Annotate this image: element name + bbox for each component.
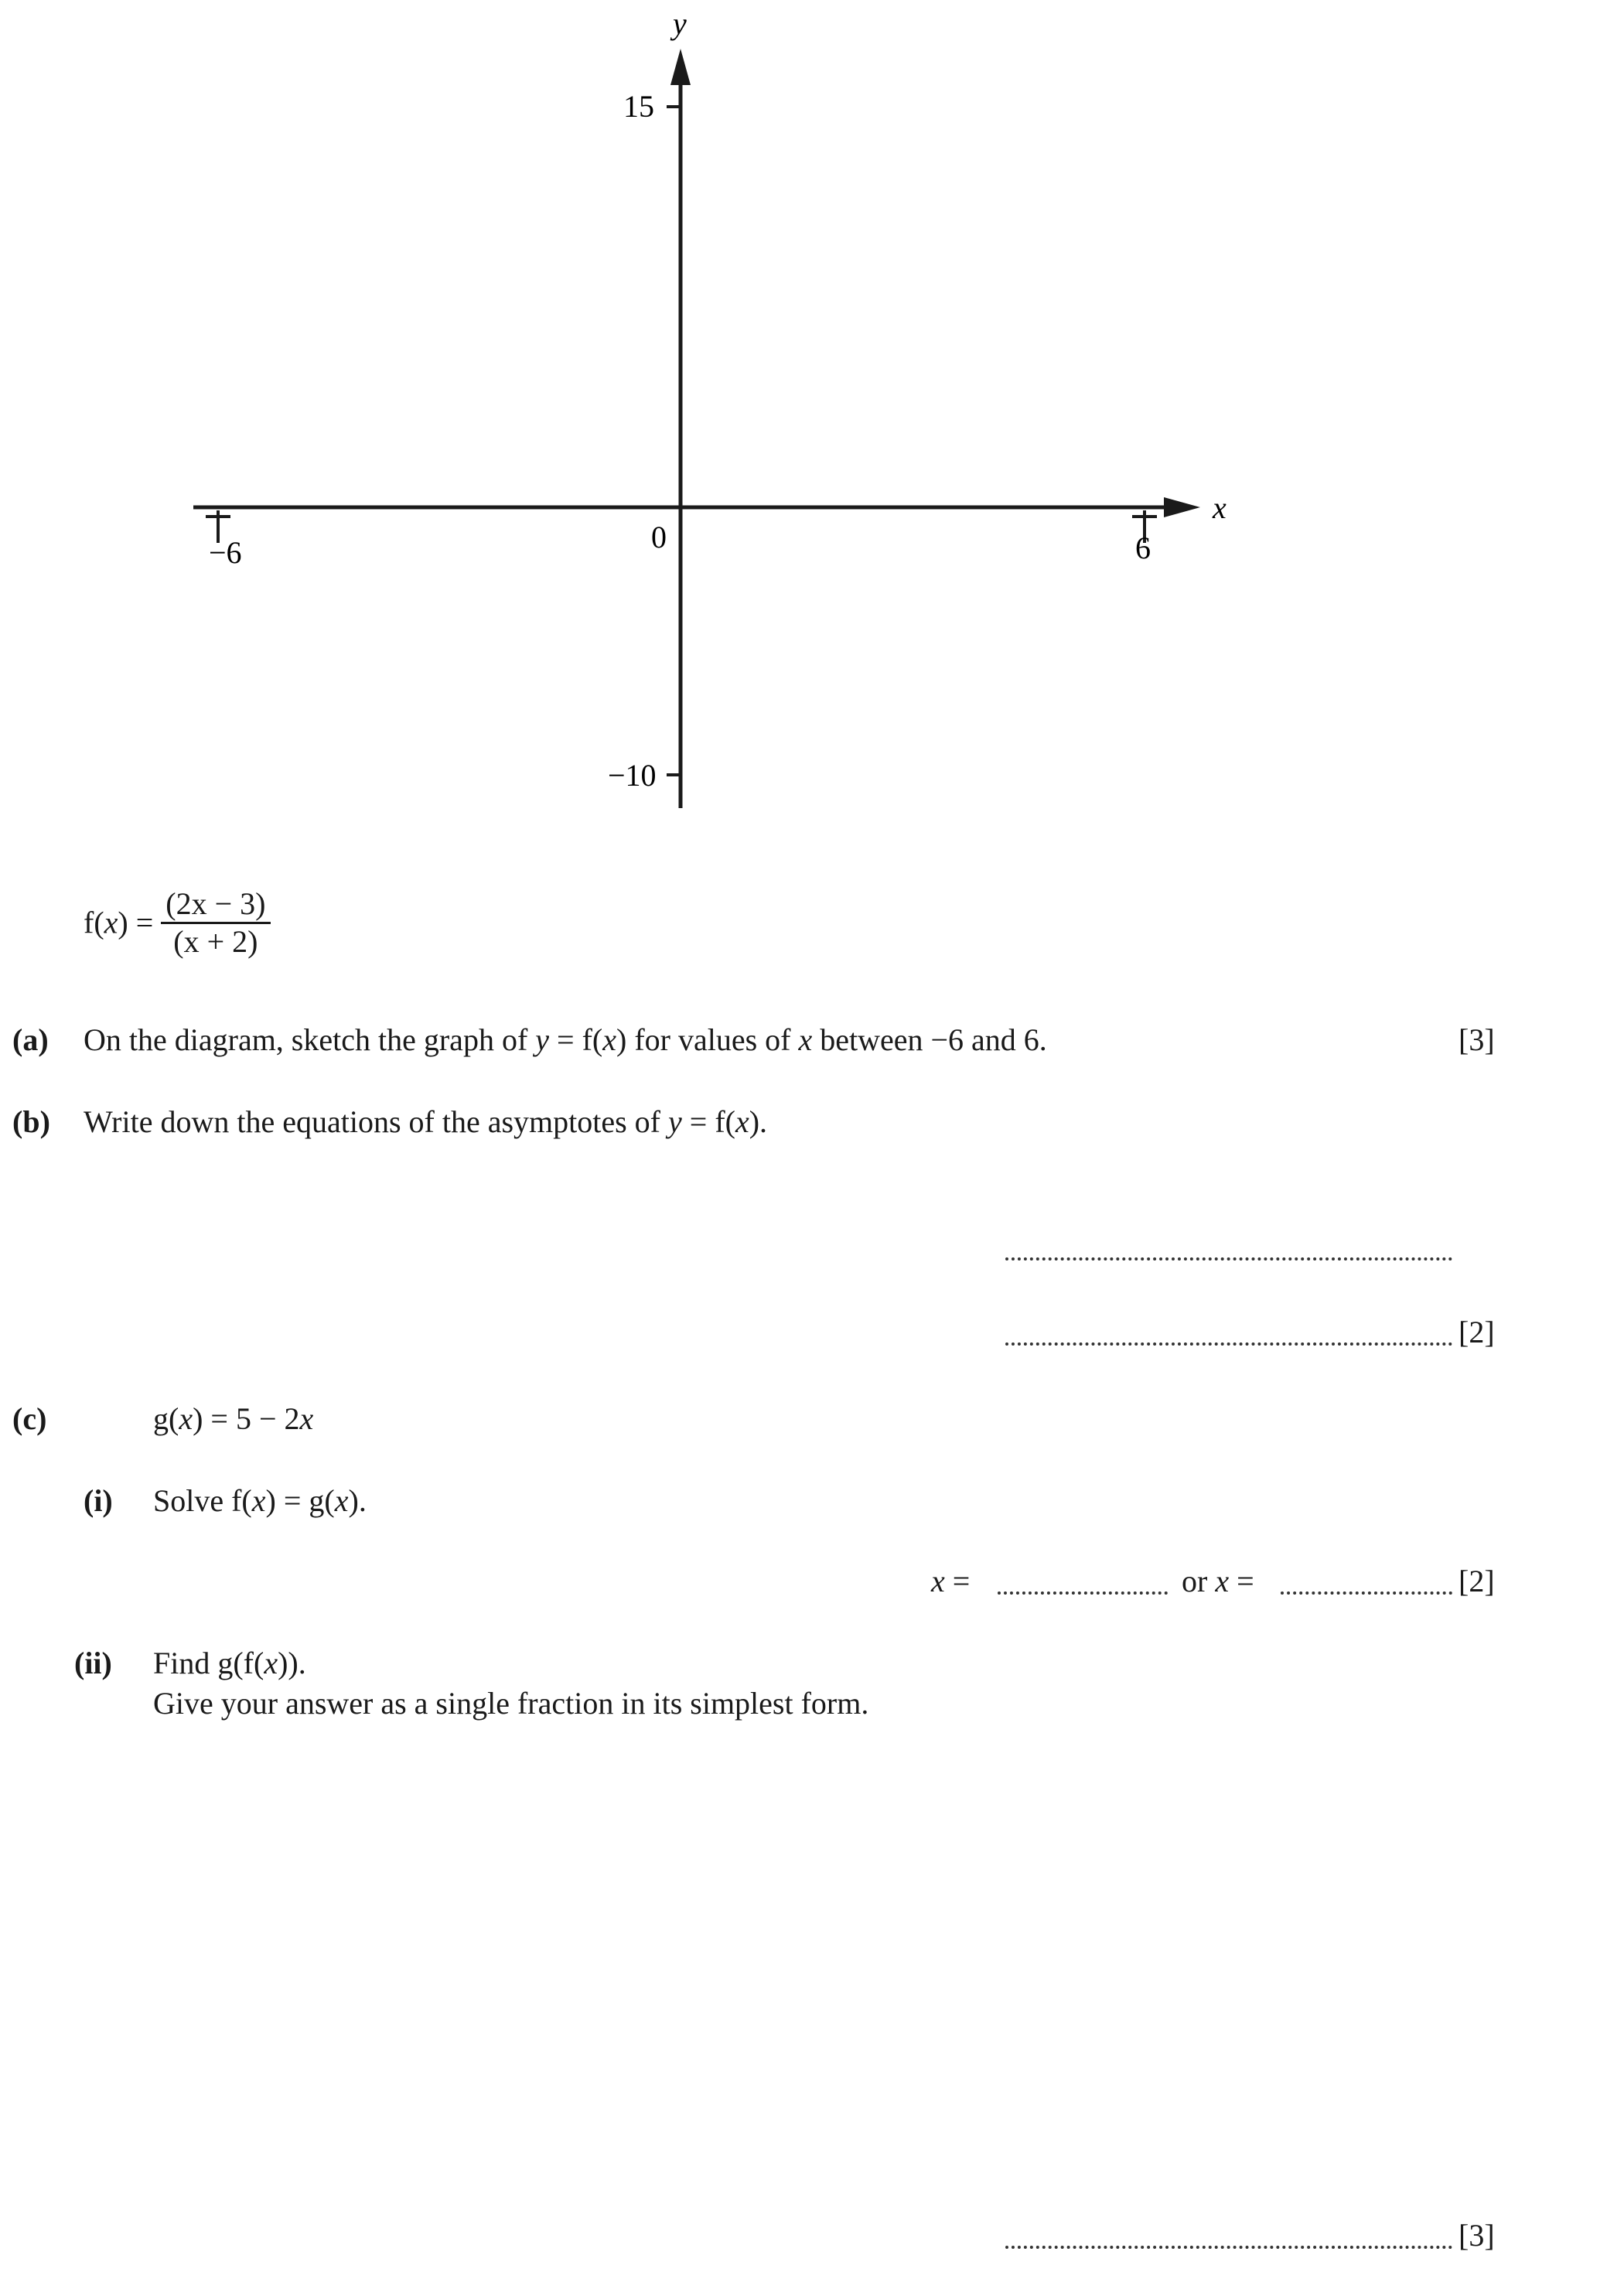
c-i-answer-x2: x: [1215, 1564, 1230, 1598]
c-i-text-1: Solve f(: [153, 1483, 252, 1518]
f-denominator: (x + 2): [173, 924, 258, 959]
part-c-ii-marks: [3]: [1459, 2218, 1495, 2253]
part-b-text-1: Write down the equations of the asymptotes of: [84, 1104, 668, 1139]
part-a-label: (a): [12, 1022, 49, 1057]
c-i-text-3: ).: [348, 1483, 367, 1518]
g-def-x: x: [179, 1401, 193, 1436]
part-c-i-answer-line-1[interactable]: [998, 1591, 1168, 1595]
part-b-label: (b): [12, 1104, 50, 1139]
c-i-text-2: ) = g(: [265, 1483, 335, 1518]
part-b-answer-line-2[interactable]: [1005, 1342, 1452, 1346]
part-b-text-2: = f(: [681, 1104, 735, 1139]
part-b-answer-line-1[interactable]: [1005, 1257, 1452, 1261]
f-lhs-close: ) =: [118, 905, 154, 940]
g-def-2: ) = 5 − 2: [193, 1401, 300, 1436]
c-i-answer-x: x: [931, 1564, 945, 1598]
part-a-marks: [3]: [1459, 1022, 1495, 1057]
y-tick-label-min: −10: [608, 758, 657, 793]
g-def-x2: x: [299, 1401, 314, 1436]
part-b-text-3: ).: [749, 1104, 768, 1139]
part-a-x2: x: [798, 1022, 813, 1057]
part-c-i-marks: [2]: [1459, 1564, 1495, 1598]
part-a-y: y: [535, 1022, 550, 1057]
f-lhs: f(: [84, 905, 104, 940]
x-axis-arrow: [1164, 497, 1200, 517]
f-lhs-var: x: [104, 905, 118, 940]
part-c-i-answer-or-label: [1182, 1564, 1254, 1599]
part-c-ii-question-line-2: Give your answer as a single fraction in its simplest form.: [153, 1686, 869, 1721]
c-i-x: x: [251, 1483, 266, 1518]
part-c-ii-answer-line[interactable]: [1005, 2246, 1452, 2249]
part-a-text-1: On the diagram, sketch the graph of: [84, 1022, 536, 1057]
x-axis-label: x: [1213, 490, 1227, 525]
y-tick-label-max: 15: [623, 89, 654, 124]
part-a-text-4: between −6 and 6.: [812, 1022, 1047, 1057]
part-b-y: y: [668, 1104, 682, 1139]
x-tick-label-min: −6: [209, 535, 242, 570]
part-c-i-answer-x-label: [931, 1564, 970, 1599]
function-g-definition: [153, 1401, 313, 1437]
part-c-i-label: (i): [84, 1483, 113, 1518]
part-b-marks: [2]: [1459, 1315, 1495, 1349]
function-f-definition: [84, 886, 271, 960]
g-def-1: g(: [153, 1401, 179, 1436]
c-i-answer-eq2: =: [1229, 1564, 1254, 1598]
part-a-x: x: [602, 1022, 616, 1057]
c-ii-line-1x: x: [264, 1646, 278, 1680]
part-c-ii-question-line-1: [153, 1646, 306, 1681]
c-ii-line-1a: Find g(f(: [153, 1646, 264, 1680]
part-a-text-3: ) for values of: [616, 1022, 799, 1057]
y-axis-label: y: [673, 6, 687, 41]
f-fraction: [161, 886, 270, 960]
y-axis-arrow: [670, 49, 691, 85]
part-c-i-question: [153, 1483, 367, 1519]
origin-label: 0: [651, 520, 667, 554]
c-i-answer-or: or: [1182, 1564, 1216, 1598]
part-c-i-answer-line-2[interactable]: [1281, 1591, 1452, 1595]
axes-diagram: [0, 0, 1624, 851]
c-i-x2: x: [334, 1483, 349, 1518]
part-a-question: [84, 1022, 1047, 1058]
part-a-text-2: = f(: [549, 1022, 603, 1057]
c-i-answer-eq: =: [944, 1564, 971, 1598]
f-numerator: (2x − 3): [161, 886, 270, 924]
c-ii-line-1b: )).: [278, 1646, 306, 1680]
part-c-ii-label: (ii): [74, 1646, 112, 1680]
x-tick-label-max: 6: [1135, 530, 1151, 565]
part-c-label: (c): [12, 1401, 47, 1436]
part-b-x: x: [735, 1104, 749, 1139]
part-b-question: [84, 1104, 767, 1140]
